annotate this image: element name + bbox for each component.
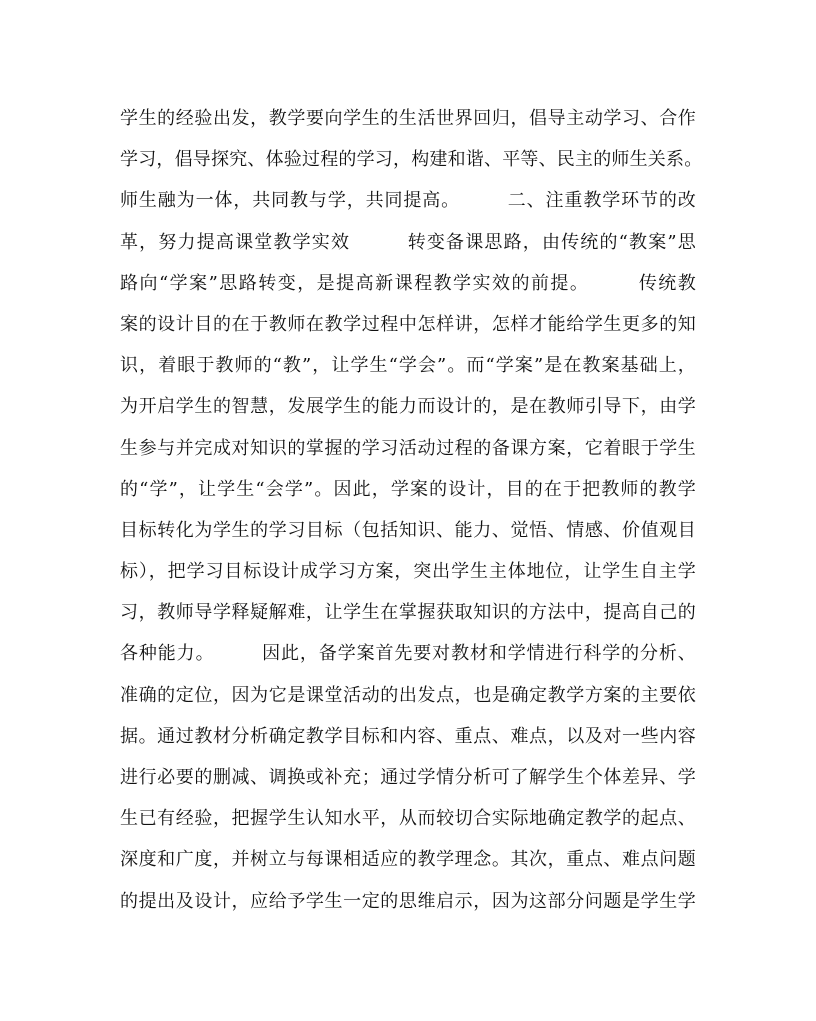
text-line-15: 准确的定位，因为它是课堂活动的出发点，也是确定教学方案的主要依 — [120, 684, 696, 706]
text-line-7: 识，着眼于教师的“教”，让学生“学会”。而“学案”是在教案基础上， — [120, 355, 696, 377]
text-line-11: 目标转化为学生的学习目标（包括知识、能力、觉悟、情感、价值观目 — [120, 519, 696, 541]
text-line-3: 师生融为一体，共同教与学，共同提高。 二、注重教学环节的改 — [120, 190, 696, 212]
text-line-14: 各种能力。 因此，备学案首先要对教材和学情进行科学的分析、 — [120, 643, 696, 665]
text-line-13: 习，教师导学释疑解难，让学生在掌握获取知识的方法中，提高自己的 — [120, 602, 696, 624]
text-line-5: 路向“学案”思路转变，是提高新课程教学实效的前提。 传统教 — [120, 272, 696, 294]
text-line-8: 为开启学生的智慧，发展学生的能力而设计的，是在教师引导下，由学 — [120, 396, 696, 418]
text-line-19: 深度和广度，并树立与每课相适应的教学理念。其次，重点、难点问题 — [120, 849, 696, 871]
text-line-18: 生已有经验，把握学生认知水平，从而较切合实际地确定教学的起点、 — [120, 808, 696, 830]
text-line-2: 学习，倡导探究、体验过程的学习，构建和谐、平等、民主的师生关系。 — [120, 149, 703, 171]
text-line-1: 学生的经验出发，教学要向学生的生活世界回归，倡导主动学习、合作 — [120, 108, 696, 129]
text-line-17: 进行必要的删减、调换或补充；通过学情分析可了解学生个体差异、学 — [120, 767, 696, 788]
text-line-16: 据。通过教材分析确定教学目标和内容、重点、难点，以及对一些内容 — [120, 725, 696, 747]
text-line-20: 的提出及设计，应给予学生一定的思维启示，因为这部分问题是学生学 — [120, 890, 696, 912]
text-line-9: 生参与并完成对知识的掌握的学习活动过程的备课方案，它着眼于学生 — [120, 437, 696, 459]
text-line-10: 的“学”，让学生“会学”。因此，学案的设计，目的在于把教师的教学 — [120, 478, 696, 500]
text-line-4: 革，努力提高课堂教学实效 转变备课思路，由传统的“教案”思 — [120, 231, 696, 253]
text-line-6: 案的设计目的在于教师在教学过程中怎样讲，怎样才能给学生更多的知 — [120, 313, 696, 335]
body-text — [120, 98, 703, 922]
text-line-12: 标），把学习目标设计成学习方案，突出学生主体地位，让学生自主学 — [120, 561, 696, 583]
